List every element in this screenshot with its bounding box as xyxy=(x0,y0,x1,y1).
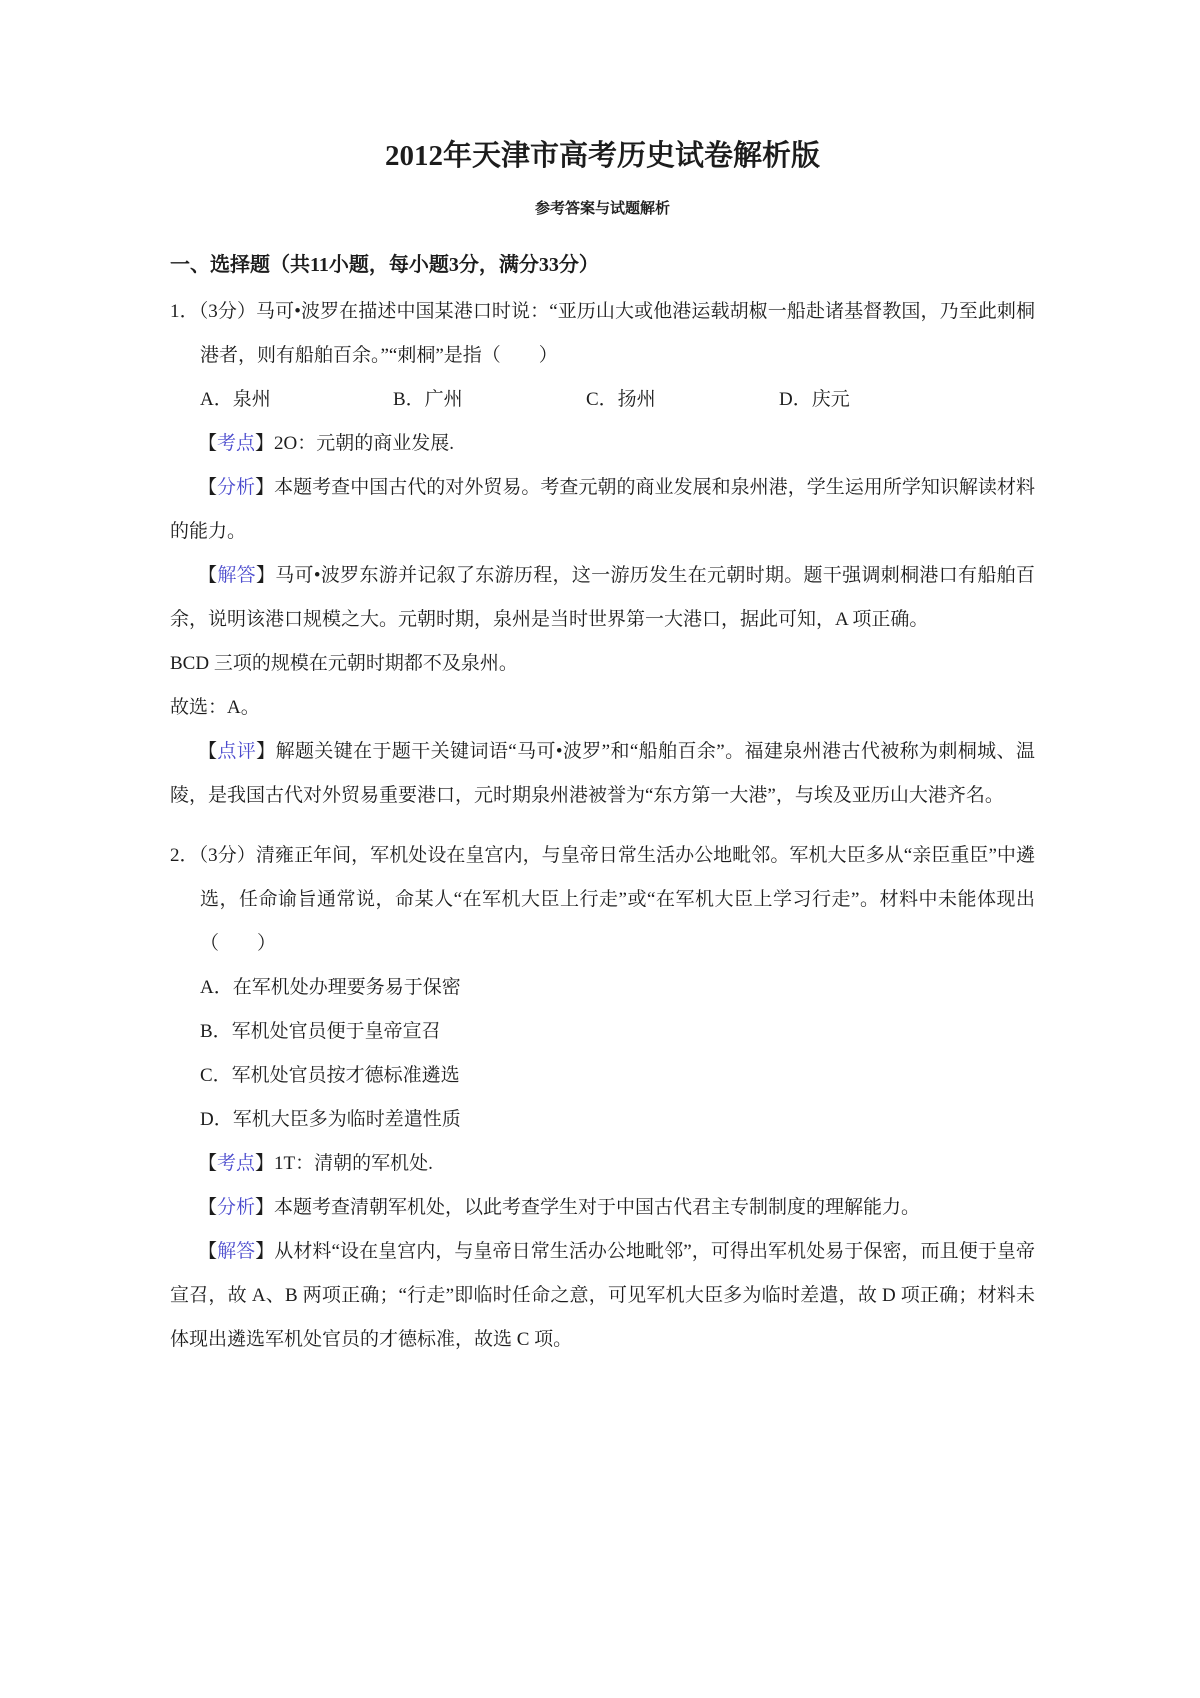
block-label: 考点 xyxy=(217,432,256,454)
solution-continued: BCD 三项的规模在元朝时期都不及泉州。 xyxy=(170,652,518,674)
option: C．扬州 xyxy=(586,388,656,410)
option: C．军机处官员按才德标准遴选 xyxy=(200,1064,460,1086)
analysis-block: 【分析】本题考查清朝军机处，以此考查学生对于中国古代君主专制制度的理解能力。 xyxy=(198,1196,921,1218)
question-number: 1． xyxy=(170,300,199,322)
option: D．庆元 xyxy=(779,388,850,410)
question-stem: 1．（3分）马可•波罗在描述中国某港口时说：“亚历山大或他港运载胡椒一船赴诸基督教国，乃至此刺桐港者，则有船舶百余。”“刺桐”是指（ ） xyxy=(170,300,1035,366)
block-label: 考点 xyxy=(217,1152,256,1174)
exam-point-block: 【考点】1T：清朝的军机处. xyxy=(198,1152,433,1174)
option: B．军机处官员便于皇帝宣召 xyxy=(200,1020,441,1042)
solution-block: 【解答】从材料“设在皇宫内，与皇帝日常生活办公地毗邻”，可得出军机处易于保密，而且便于皇帝宣召，故 A、B 两项正确；“行走”即临时任命之意，可见军机大臣多为临时差遣，故 D 项正确；材料未体现出遴选军机处官员的才德标准，故选 C 项。 xyxy=(170,1240,1035,1350)
block-label: 分析 xyxy=(217,1196,256,1218)
option: A．泉州 xyxy=(200,388,271,410)
comment-block: 【点评】解题关键在于题干关键词语“马可•波罗”和“船舶百余”。福建泉州港古代被称为刺桐城、温陵，是我国古代对外贸易重要港口，元时期泉州港被誉为“东方第一大港”，与埃及亚历山大港齐名。 xyxy=(170,740,1035,806)
option: A．在军机处办理要务易于保密 xyxy=(200,976,461,998)
section-heading: 一、选择题（共11小题，每小题3分，满分33分） xyxy=(170,253,599,276)
answer-line: 故选：A。 xyxy=(170,696,260,718)
questions xyxy=(170,290,1035,1362)
options-row xyxy=(170,378,1035,422)
solution-block: 【解答】马可•波罗东游并记叙了东游历程，这一游历发生在元朝时期。题干强调刺桐港口有船舶百余，说明该港口规模之大。元朝时期，泉州是当时世界第一大港口，据此可知，A 项正确。 xyxy=(170,564,1035,630)
block-label: 解答 xyxy=(217,1240,256,1262)
block-label: 分析 xyxy=(217,476,256,498)
document-subtitle: 参考答案与试题解析 xyxy=(534,201,670,218)
question-number: 2． xyxy=(170,844,199,866)
block-label: 解答 xyxy=(217,564,256,586)
question-stem: 2．（3分）清雍正年间，军机处设在皇宫内，与皇帝日常生活办公地毗邻。军机大臣多从“亲臣重臣”中遴选，任命谕旨通常说，命某人“在军机大臣上行走”或“在军机大臣上学习行走”。材料中未能体现出（ ） xyxy=(170,844,1035,954)
question-2 xyxy=(170,834,1035,1362)
question-1 xyxy=(170,290,1035,818)
analysis-block: 【分析】本题考查中国古代的对外贸易。考查元朝的商业发展和泉州港，学生运用所学知识解读材料的能力。 xyxy=(170,476,1035,542)
block-label: 点评 xyxy=(217,740,257,762)
option: D．军机大臣多为临时差遣性质 xyxy=(200,1108,461,1130)
document-title: 2012年天津市高考历史试卷解析版 xyxy=(384,140,820,172)
option: B．广州 xyxy=(393,388,463,410)
exam-point-block: 【考点】2O：元朝的商业发展. xyxy=(198,432,455,454)
